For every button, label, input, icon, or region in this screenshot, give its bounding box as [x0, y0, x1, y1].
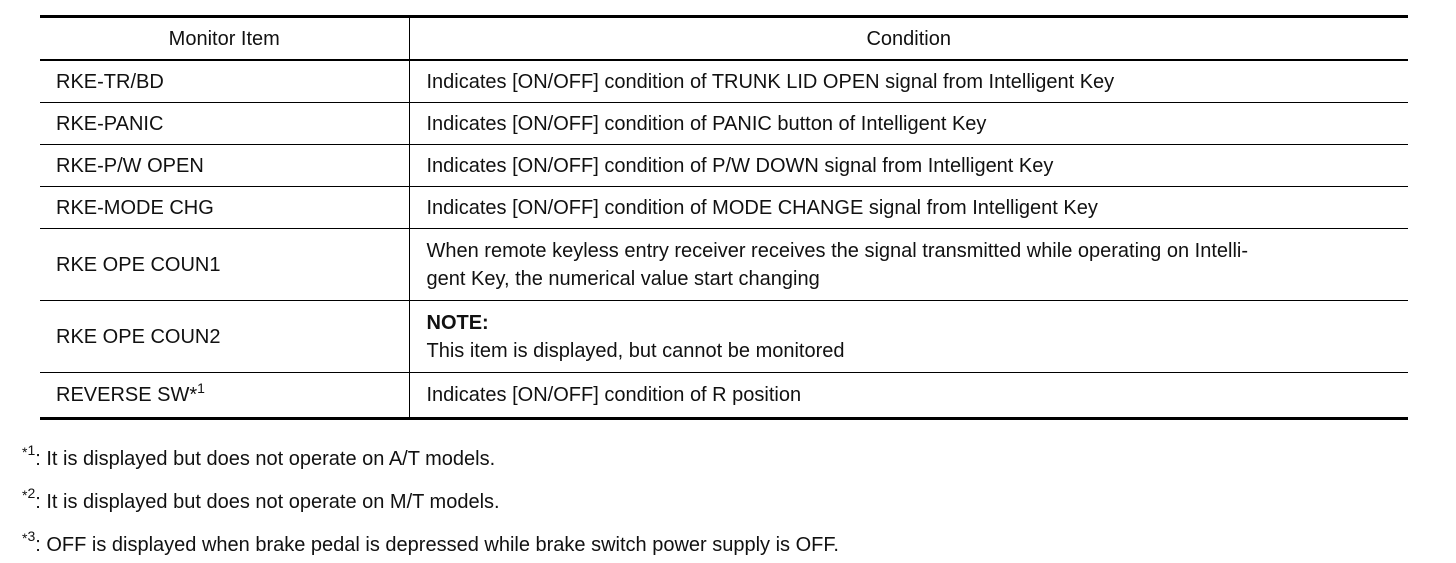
footnote: [22, 518, 839, 561]
footnote-text: : It is displayed but does not operate on A/T models.: [35, 448, 496, 470]
monitor-item-table: [40, 15, 1408, 420]
monitor-item-cell: RKE-P/W OPEN: [40, 145, 409, 187]
table-row: [40, 373, 1408, 419]
monitor-item-cell: RKE-TR/BD: [40, 60, 409, 103]
monitor-item-cell: RKE-MODE CHG: [40, 187, 409, 229]
condition-cell: Indicates [ON/OFF] condition of R position: [409, 373, 1408, 419]
header-condition: Condition: [409, 17, 1408, 61]
footnote-marker: *: [22, 530, 28, 546]
condition-line: gent Key, the numerical value start changing: [426, 267, 820, 290]
footnote-number: 1: [27, 442, 36, 458]
condition-cell: Indicates [ON/OFF] condition of PANIC button of Intelligent Key: [409, 103, 1408, 145]
condition-cell: Indicates [ON/OFF] condition of MODE CHANGE signal from Intelligent Key: [409, 187, 1408, 229]
table-row: [40, 301, 1408, 373]
condition-cell: [409, 229, 1408, 301]
table-row: [40, 145, 1408, 187]
table-row: [40, 60, 1408, 103]
monitor-item-label: REVERSE SW: [56, 384, 190, 406]
condition-line: When remote keyless entry receiver receives the signal transmitted while operating on Intelli-: [426, 239, 1248, 262]
condition-cell: Indicates [ON/OFF] condition of P/W DOWN signal from Intelligent Key: [409, 145, 1408, 187]
table-row: [40, 187, 1408, 229]
monitor-item-cell: RKE OPE COUN2: [40, 301, 409, 373]
footnote: [22, 475, 839, 518]
table-header-row: [40, 17, 1408, 61]
condition-cell: [409, 301, 1408, 373]
monitor-item-cell: RKE OPE COUN1: [40, 229, 409, 301]
table-row: [40, 103, 1408, 145]
footnote-text: : OFF is displayed when brake pedal is depressed while brake switch power supply is OFF.: [35, 534, 839, 556]
footnote: [22, 432, 839, 475]
monitor-item-cell: [40, 373, 409, 419]
footnotes: [22, 432, 839, 561]
header-monitor-item: Monitor Item: [40, 17, 409, 61]
footnote-marker: *: [22, 487, 28, 503]
condition-cell: Indicates [ON/OFF] condition of TRUNK LID OPEN signal from Intelligent Key: [409, 60, 1408, 103]
footnote-text: : It is displayed but does not operate on M/T models.: [35, 491, 500, 513]
footnote-marker: *: [22, 444, 28, 460]
note-text: This item is displayed, but cannot be monitored: [426, 339, 845, 362]
monitor-item-cell: RKE-PANIC: [40, 103, 409, 145]
footnote-ref: 1: [197, 380, 205, 396]
note-label: NOTE:: [426, 311, 489, 334]
footnote-marker: *: [189, 384, 198, 406]
table-row: [40, 229, 1408, 301]
footnote-number: 3: [27, 528, 36, 544]
footnote-number: 2: [27, 485, 36, 501]
